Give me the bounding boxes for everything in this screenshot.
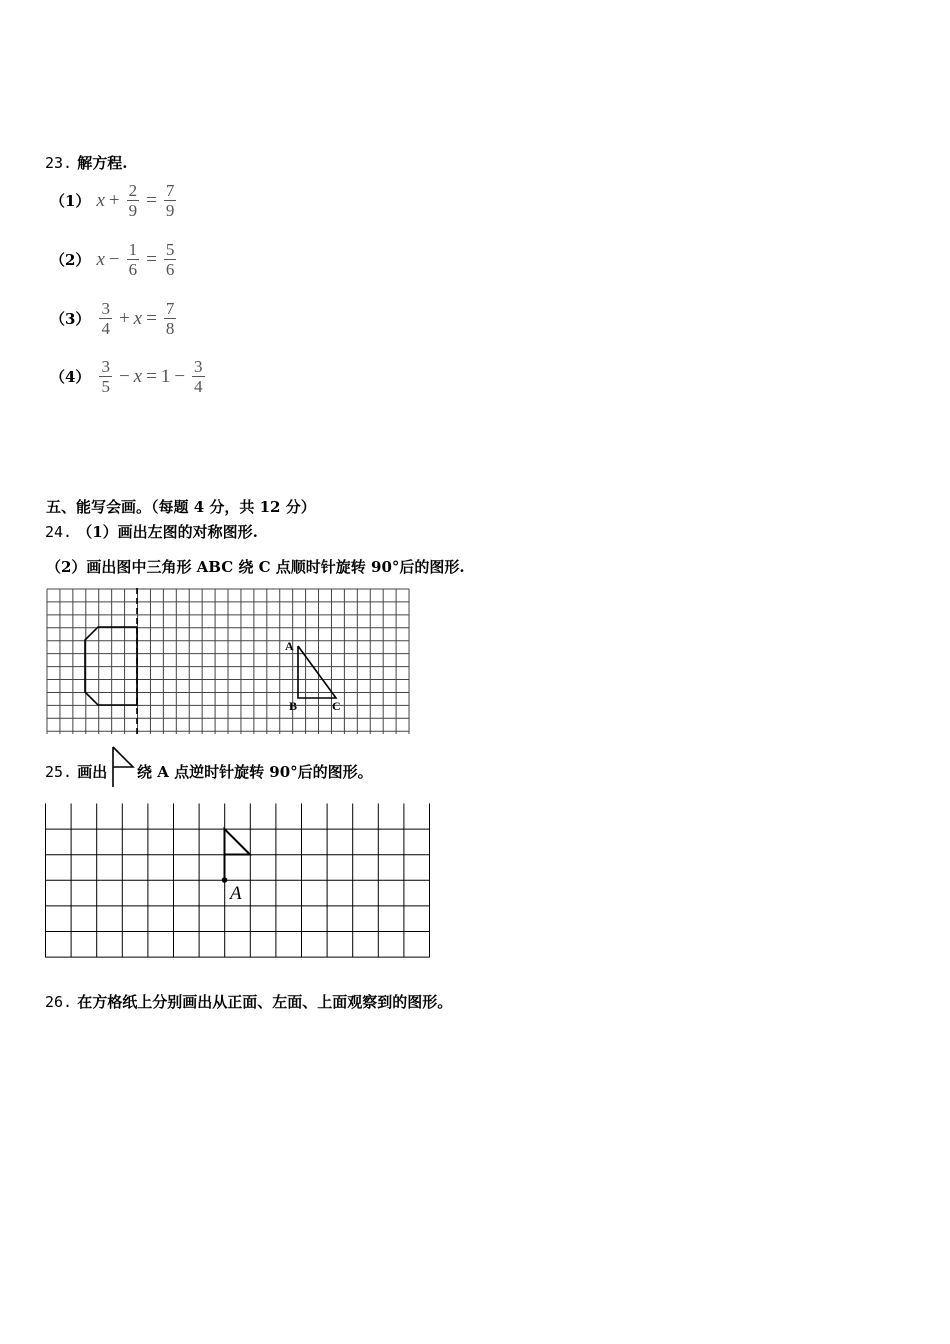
- equation-3: （3） $\frac{3}{4}$ + x = $\frac{7}{8}$: [50, 299, 175, 338]
- q23-title: 解方程.: [77, 154, 128, 172]
- q25-grid-figure: [44, 802, 434, 960]
- fraction: $\frac{5}{6}$: [165, 240, 175, 279]
- section-5-heading: 五、能写会画。（每题 4 分，共 12 分）: [46, 498, 316, 516]
- equation-4: （4） $\frac{3}{5}$ − x = 1 − $\frac{3}{4}$: [50, 357, 203, 396]
- q25-text-after: 绕 A 点逆时针旋转 90°后的图形。: [137, 763, 373, 781]
- point-a-label: A: [230, 883, 242, 904]
- q25-number: 25.: [45, 763, 73, 781]
- q24-part2: （2）画出图中三角形 ABC 绕 C 点顺时针旋转 90°后的图形.: [46, 558, 465, 576]
- q24-grid-figure: [46, 588, 410, 736]
- label-c: C: [332, 699, 341, 713]
- q23-heading: [45, 152, 127, 173]
- fraction: $\frac{3}{5}$: [101, 357, 110, 396]
- q26-text: 26. 在方格纸上分别画出从正面、左面、上面观察到的图形。: [45, 993, 453, 1011]
- fraction: $\frac{3}{4}$: [101, 299, 110, 338]
- flag-icon: [110, 745, 136, 789]
- q23-number: 23.: [45, 154, 73, 172]
- flag-shape: [225, 829, 251, 880]
- fraction: $\frac{2}{9}$: [128, 181, 138, 220]
- q24-number: 24.: [45, 523, 73, 541]
- point-a-dot: [222, 877, 228, 883]
- q24-part1: 24. （1）画出左图的对称图形.: [45, 523, 258, 541]
- fraction: $\frac{3}{4}$: [194, 357, 203, 396]
- label-b: B: [289, 699, 298, 713]
- half-octagon-shape: [85, 627, 137, 705]
- q26-number: 26.: [45, 993, 73, 1011]
- fraction: $\frac{7}{8}$: [165, 299, 175, 338]
- equation-1: （1） x + $\frac{2}{9}$ = $\frac{7}{9}$: [50, 181, 175, 220]
- fraction: $\frac{7}{9}$: [165, 181, 175, 220]
- q25-text: 25. 画出: [45, 763, 108, 781]
- equation-2: （2） x − $\frac{1}{6}$ = $\frac{5}{6}$: [50, 240, 175, 279]
- label-a: A: [285, 639, 294, 653]
- fraction: $\frac{1}{6}$: [128, 240, 138, 279]
